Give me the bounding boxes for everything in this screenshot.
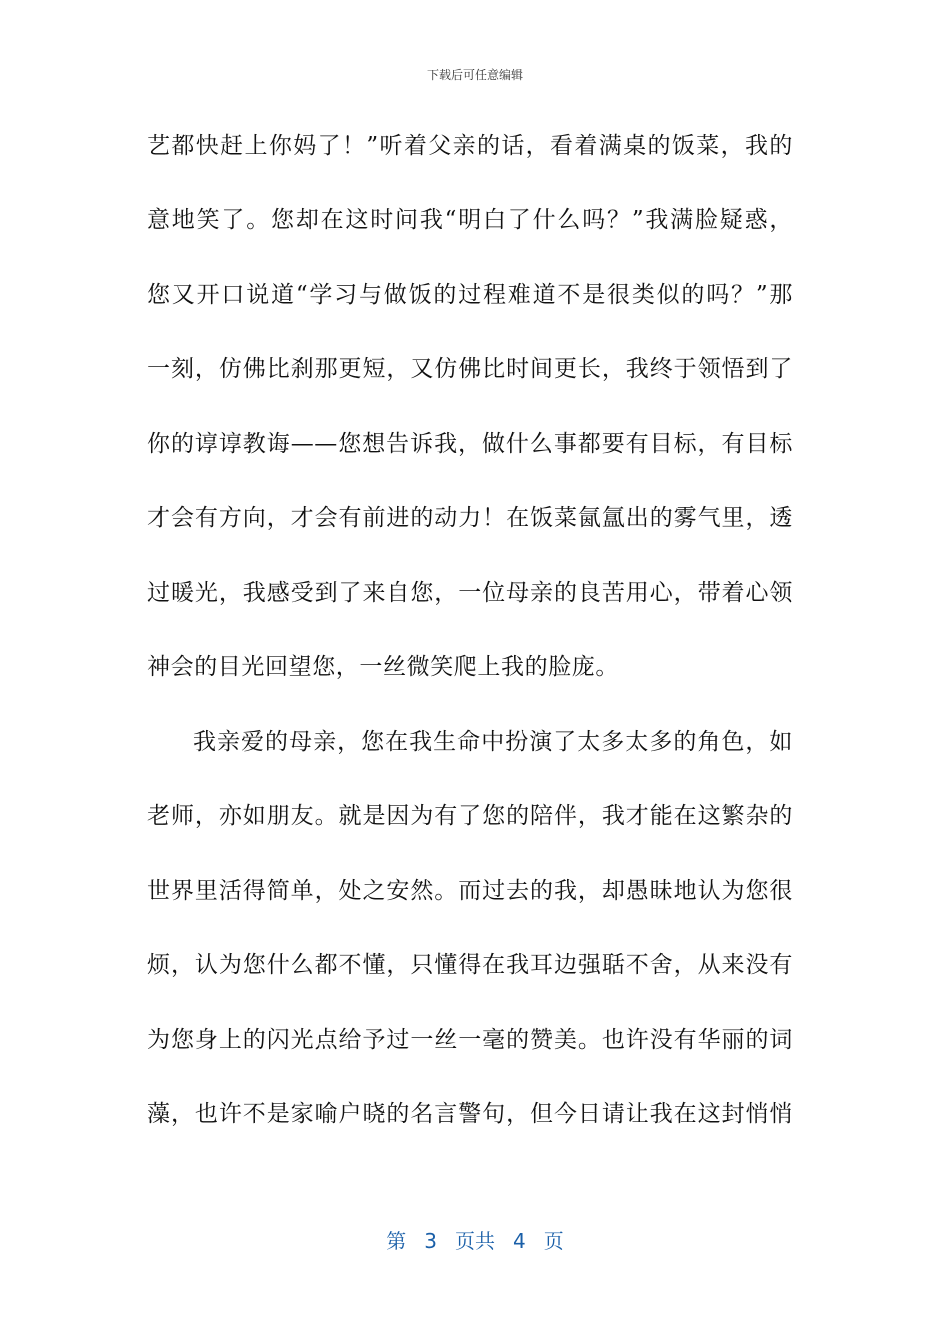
page-footer bbox=[0, 1225, 950, 1254]
text-line: 您又开口说道“学习与做饭的过程难道不是很类似的吗？”那 bbox=[147, 282, 793, 308]
total-pages-number: 4 bbox=[513, 1229, 526, 1253]
current-page-number: 3 bbox=[424, 1229, 437, 1253]
text-line: 烦，认为您什么都不懂，只懂得在我耳边强聒不舍，从来没有 bbox=[147, 952, 793, 978]
text-line: 艺都快赶上你妈了！”听着父亲的话，看着满桌的饭菜，我的 bbox=[147, 133, 793, 159]
text-line: 你的谆谆教诲——您想告诉我，做什么事都要有目标，有目标 bbox=[147, 431, 793, 457]
text-line: 藻，也许不是家喻户晓的名言警句，但今日请让我在这封悄悄 bbox=[147, 1101, 793, 1127]
footer-suffix: 页 bbox=[543, 1229, 564, 1253]
text-line: 老师，亦如朋友。就是因为有了您的陪伴，我才能在这繁杂的 bbox=[147, 803, 793, 829]
text-line: 世界里活得简单，处之安然。而过去的我，却愚昧地认为您很 bbox=[147, 878, 793, 904]
text-line: 才会有方向，才会有前进的动力！在饭菜氤氲出的雾气里，透 bbox=[147, 505, 793, 531]
text-line: 为您身上的闪光点给予过一丝一毫的赞美。也许没有华丽的词 bbox=[147, 1027, 793, 1053]
text-line: 一刻，仿佛比刹那更短，又仿佛比时间更长，我终于领悟到了 bbox=[147, 356, 793, 382]
text-line: 我亲爱的母亲，您在我生命中扮演了太多太多的角色，如 bbox=[193, 729, 793, 755]
text-line: 神会的目光回望您，一丝微笑爬上我的脸庞。 bbox=[147, 654, 619, 680]
footer-middle: 页共 bbox=[455, 1229, 495, 1253]
footer-prefix: 第 bbox=[386, 1229, 407, 1253]
text-line: 意地笑了。您却在这时问我“明白了什么吗？”我满脸疑惑， bbox=[147, 207, 793, 233]
text-line: 过暖光，我感受到了来自您，一位母亲的良苦用心，带着心领 bbox=[147, 580, 793, 606]
page-header: 下载后可任意编辑 bbox=[426, 68, 523, 82]
